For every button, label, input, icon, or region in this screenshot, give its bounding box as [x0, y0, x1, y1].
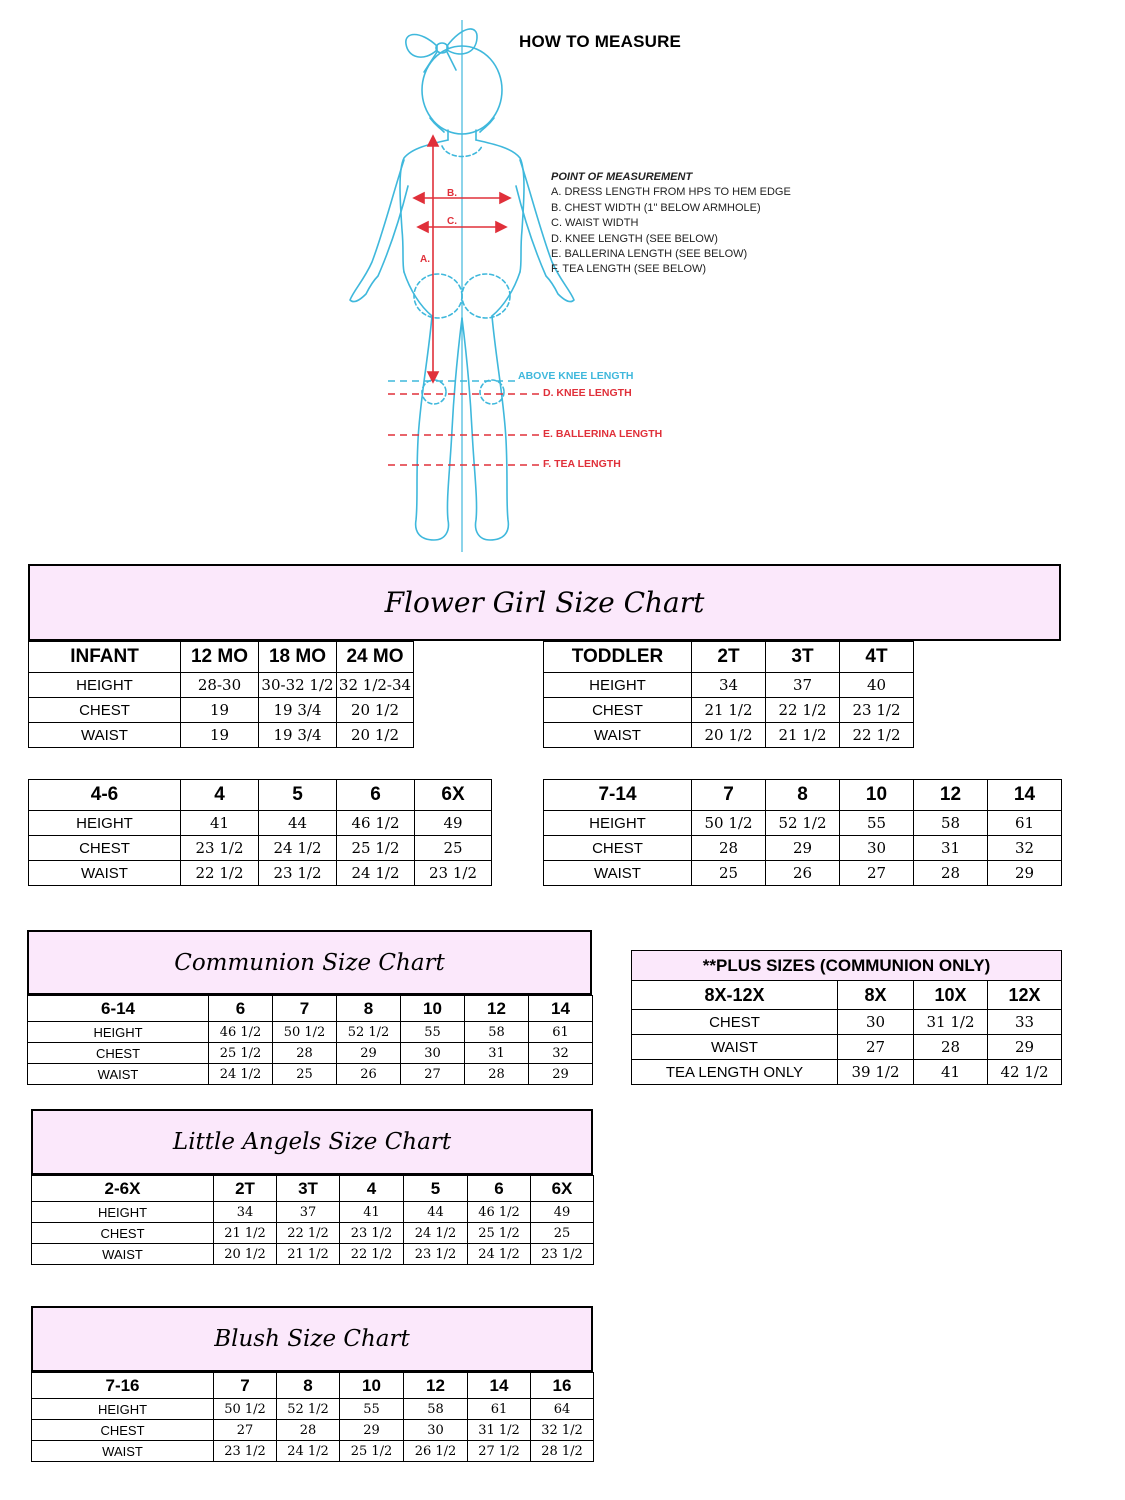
table-header-cell: 10: [340, 1373, 404, 1399]
mark-c: C.: [447, 216, 457, 227]
table-cell: 29: [337, 1043, 401, 1064]
table-cell: 31: [465, 1043, 529, 1064]
table-cell: 27: [840, 861, 914, 886]
table-cell: 61: [988, 811, 1062, 836]
table-cell: 27: [401, 1064, 465, 1085]
table-cell: 46 1/2: [209, 1022, 273, 1043]
table-header-cell: 4: [340, 1176, 404, 1202]
table-cell: 22 1/2: [277, 1223, 340, 1244]
row-label: TEA LENGTH ONLY: [632, 1060, 838, 1085]
little-angels-size-table: [31, 1175, 594, 1265]
table-header-cell: 12: [914, 780, 988, 811]
table-cell: 32 1/2-34: [337, 673, 414, 698]
row-label: HEIGHT: [544, 811, 692, 836]
row-label: HEIGHT: [28, 1022, 209, 1043]
row-label: HEIGHT: [32, 1399, 214, 1420]
table-cell: 22 1/2: [766, 698, 840, 723]
table-cell: 24 1/2: [209, 1064, 273, 1085]
child-measurement-figure: [340, 10, 590, 555]
row-label: CHEST: [29, 698, 181, 723]
table-header-cell: 7-14: [544, 780, 692, 811]
table-header-cell: 5: [404, 1176, 468, 1202]
table-cell: 55: [340, 1399, 404, 1420]
table-header-cell: 6X: [415, 780, 492, 811]
table-cell: 37: [277, 1202, 340, 1223]
table-header-cell: 4-6: [29, 780, 181, 811]
table-header-cell: 2T: [214, 1176, 277, 1202]
table-header-cell: 14: [988, 780, 1062, 811]
table-cell: 30: [838, 1010, 914, 1035]
row-label: HEIGHT: [32, 1202, 214, 1223]
row-label: CHEST: [632, 1010, 838, 1035]
row-label: WAIST: [29, 861, 181, 886]
table-cell: 55: [401, 1022, 465, 1043]
table-cell: 55: [840, 811, 914, 836]
table-cell: 22 1/2: [340, 1244, 404, 1265]
table-cell: 50 1/2: [214, 1399, 277, 1420]
table-cell: 64: [531, 1399, 594, 1420]
point-e: E. BALLERINA LENGTH (SEE BELOW): [551, 248, 748, 261]
mark-a: A.: [420, 254, 430, 265]
toddler-size-table: [543, 641, 914, 748]
table-cell: 24 1/2: [337, 861, 415, 886]
ballerina-length-label: E. BALLERINA LENGTH: [543, 428, 663, 440]
row-label: WAIST: [632, 1035, 838, 1060]
table-cell: 27 1/2: [468, 1441, 531, 1462]
table-cell: 30-32 1/2: [259, 673, 337, 698]
knee-length-label: D. KNEE LENGTH: [543, 387, 632, 399]
row-label: CHEST: [544, 836, 692, 861]
table-header-cell: 4: [181, 780, 259, 811]
tea-length-label: F. TEA LENGTH: [543, 458, 621, 470]
table-header-cell: 8: [277, 1373, 340, 1399]
table-cell: 34: [214, 1202, 277, 1223]
table-header-cell: 18 MO: [259, 642, 337, 673]
row-label: WAIST: [29, 723, 181, 748]
table-header-cell: 24 MO: [337, 642, 414, 673]
table-cell: 61: [529, 1022, 593, 1043]
size-4-6-table: [28, 779, 492, 886]
table-cell: 29: [529, 1064, 593, 1085]
table-cell: 26: [337, 1064, 401, 1085]
table-cell: 33: [988, 1010, 1062, 1035]
table-cell: 29: [988, 1035, 1062, 1060]
table-header-cell: 16: [531, 1373, 594, 1399]
table-cell: 58: [404, 1399, 468, 1420]
table-cell: 21 1/2: [277, 1244, 340, 1265]
table-cell: 39 1/2: [838, 1060, 914, 1085]
table-cell: 50 1/2: [273, 1022, 337, 1043]
point-b: B. CHEST WIDTH (1" BELOW ARMHOLE): [551, 201, 761, 214]
table-cell: 41: [914, 1060, 988, 1085]
table-cell: 28: [277, 1420, 340, 1441]
table-cell: 27: [214, 1420, 277, 1441]
table-header-cell: INFANT: [29, 642, 181, 673]
row-label: WAIST: [544, 723, 692, 748]
table-header-cell: 6: [209, 996, 273, 1022]
plus-sizes-table: [631, 950, 1062, 1085]
above-knee-length-label: ABOVE KNEE LENGTH: [518, 370, 634, 382]
table-header-cell: 8: [766, 780, 840, 811]
table-header-cell: 14: [468, 1373, 531, 1399]
table-header-cell: 3T: [766, 642, 840, 673]
table-cell: 25 1/2: [468, 1223, 531, 1244]
table-header-cell: 14: [529, 996, 593, 1022]
table-header-cell: 10X: [914, 981, 988, 1010]
table-cell: 30: [404, 1420, 468, 1441]
table-cell: 25 1/2: [209, 1043, 273, 1064]
table-header-cell: 7: [692, 780, 766, 811]
table-cell: 29: [340, 1420, 404, 1441]
point-f: F. TEA LENGTH (SEE BELOW): [551, 263, 707, 276]
table-cell: 31 1/2: [914, 1010, 988, 1035]
table-cell: 25: [531, 1223, 594, 1244]
how-to-measure-title: HOW TO MEASURE: [519, 32, 682, 51]
table-header-cell: 10: [401, 996, 465, 1022]
communion-banner: Communion Size Chart: [27, 930, 592, 995]
table-cell: 19 3/4: [259, 698, 337, 723]
table-cell: 30: [840, 836, 914, 861]
infant-size-table: [28, 641, 414, 748]
table-cell: 20 1/2: [692, 723, 766, 748]
flower-girl-banner: Flower Girl Size Chart: [28, 564, 1061, 641]
table-cell: 24 1/2: [468, 1244, 531, 1265]
plus-sizes-title: **PLUS SIZES (COMMUNION ONLY): [632, 951, 1062, 981]
table-cell: 25: [273, 1064, 337, 1085]
table-cell: 58: [914, 811, 988, 836]
table-cell: 32: [529, 1043, 593, 1064]
table-header-cell: TODDLER: [544, 642, 692, 673]
table-cell: 58: [465, 1022, 529, 1043]
table-cell: 28: [914, 1035, 988, 1060]
table-header-cell: 2T: [692, 642, 766, 673]
mark-b: B.: [447, 188, 457, 199]
table-header-cell: 7-16: [32, 1373, 214, 1399]
table-header-cell: 6-14: [28, 996, 209, 1022]
table-header-cell: 3T: [277, 1176, 340, 1202]
blush-size-table: [31, 1372, 594, 1462]
communion-size-table: [27, 995, 593, 1085]
table-cell: 24 1/2: [404, 1223, 468, 1244]
table-cell: 50 1/2: [692, 811, 766, 836]
table-cell: 21 1/2: [214, 1223, 277, 1244]
table-cell: 25 1/2: [340, 1441, 404, 1462]
table-cell: 23 1/2: [181, 836, 259, 861]
table-cell: 23 1/2: [404, 1244, 468, 1265]
row-label: HEIGHT: [29, 673, 181, 698]
table-header-cell: 12: [404, 1373, 468, 1399]
table-cell: 61: [468, 1399, 531, 1420]
length-level-lines: [388, 381, 540, 465]
table-cell: 28: [692, 836, 766, 861]
blush-banner: Blush Size Chart: [31, 1306, 593, 1372]
row-label: WAIST: [32, 1244, 214, 1265]
size-7-14-table: [543, 779, 1062, 886]
table-cell: 23 1/2: [214, 1441, 277, 1462]
row-label: HEIGHT: [544, 673, 692, 698]
little-angels-banner: Little Angels Size Chart: [31, 1109, 593, 1175]
table-cell: 23 1/2: [531, 1244, 594, 1265]
table-cell: 37: [766, 673, 840, 698]
point-of-measurement-title: POINT OF MEASUREMENT: [551, 171, 693, 183]
table-cell: 24 1/2: [259, 836, 337, 861]
table-cell: 25: [415, 836, 492, 861]
row-label: CHEST: [544, 698, 692, 723]
table-cell: 52 1/2: [337, 1022, 401, 1043]
point-of-measurement-list: [551, 170, 791, 278]
table-cell: 32 1/2: [531, 1420, 594, 1441]
table-cell: 41: [181, 811, 259, 836]
table-cell: 28: [914, 861, 988, 886]
table-header-cell: 2-6X: [32, 1176, 214, 1202]
table-header-cell: 4T: [840, 642, 914, 673]
table-header-cell: 8: [337, 996, 401, 1022]
table-cell: 26 1/2: [404, 1441, 468, 1462]
point-a: A. DRESS LENGTH FROM HPS TO HEM EDGE: [551, 186, 791, 199]
table-cell: 49: [531, 1202, 594, 1223]
table-cell: 30: [401, 1043, 465, 1064]
table-cell: 46 1/2: [468, 1202, 531, 1223]
table-cell: 24 1/2: [277, 1441, 340, 1462]
row-label: CHEST: [29, 836, 181, 861]
table-cell: 42 1/2: [988, 1060, 1062, 1085]
table-cell: 19: [181, 698, 259, 723]
table-cell: 23 1/2: [840, 698, 914, 723]
table-cell: 31 1/2: [468, 1420, 531, 1441]
table-cell: 52 1/2: [277, 1399, 340, 1420]
table-cell: 22 1/2: [181, 861, 259, 886]
table-cell: 19 3/4: [259, 723, 337, 748]
table-cell: 25 1/2: [337, 836, 415, 861]
table-header-cell: 6X: [531, 1176, 594, 1202]
table-header-cell: 12X: [988, 981, 1062, 1010]
table-cell: 34: [692, 673, 766, 698]
table-header-cell: 7: [273, 996, 337, 1022]
table-cell: 52 1/2: [766, 811, 840, 836]
table-cell: 20 1/2: [214, 1244, 277, 1265]
table-cell: 28: [465, 1064, 529, 1085]
table-cell: 29: [988, 861, 1062, 886]
table-cell: 23 1/2: [415, 861, 492, 886]
table-cell: 27: [838, 1035, 914, 1060]
table-cell: 20 1/2: [337, 723, 414, 748]
table-header-cell: 6: [468, 1176, 531, 1202]
table-cell: 23 1/2: [259, 861, 337, 886]
table-cell: 49: [415, 811, 492, 836]
row-label: CHEST: [28, 1043, 209, 1064]
table-cell: 46 1/2: [337, 811, 415, 836]
table-cell: 19: [181, 723, 259, 748]
row-label: WAIST: [32, 1441, 214, 1462]
table-cell: 44: [259, 811, 337, 836]
table-cell: 21 1/2: [766, 723, 840, 748]
table-cell: 40: [840, 673, 914, 698]
table-header-cell: 5: [259, 780, 337, 811]
table-cell: 22 1/2: [840, 723, 914, 748]
row-label: WAIST: [544, 861, 692, 886]
row-label: CHEST: [32, 1420, 214, 1441]
table-header-cell: 7: [214, 1373, 277, 1399]
table-header-cell: 6: [337, 780, 415, 811]
row-label: HEIGHT: [29, 811, 181, 836]
table-cell: 23 1/2: [340, 1223, 404, 1244]
table-cell: 41: [340, 1202, 404, 1223]
point-d: D. KNEE LENGTH (SEE BELOW): [551, 232, 718, 245]
table-cell: 44: [404, 1202, 468, 1223]
table-cell: 28: [273, 1043, 337, 1064]
row-label: WAIST: [28, 1064, 209, 1085]
table-cell: 25: [692, 861, 766, 886]
table-cell: 31: [914, 836, 988, 861]
table-header-cell: 12 MO: [181, 642, 259, 673]
table-cell: 29: [766, 836, 840, 861]
table-header-cell: 10: [840, 780, 914, 811]
table-cell: 26: [766, 861, 840, 886]
table-cell: 28 1/2: [531, 1441, 594, 1462]
table-cell: 32: [988, 836, 1062, 861]
table-cell: 20 1/2: [337, 698, 414, 723]
table-cell: 28-30: [181, 673, 259, 698]
table-header-cell: 12: [465, 996, 529, 1022]
point-c: C. WAIST WIDTH: [551, 217, 639, 230]
table-header-cell: 8X-12X: [632, 981, 838, 1010]
row-label: CHEST: [32, 1223, 214, 1244]
table-cell: 21 1/2: [692, 698, 766, 723]
table-header-cell: 8X: [838, 981, 914, 1010]
